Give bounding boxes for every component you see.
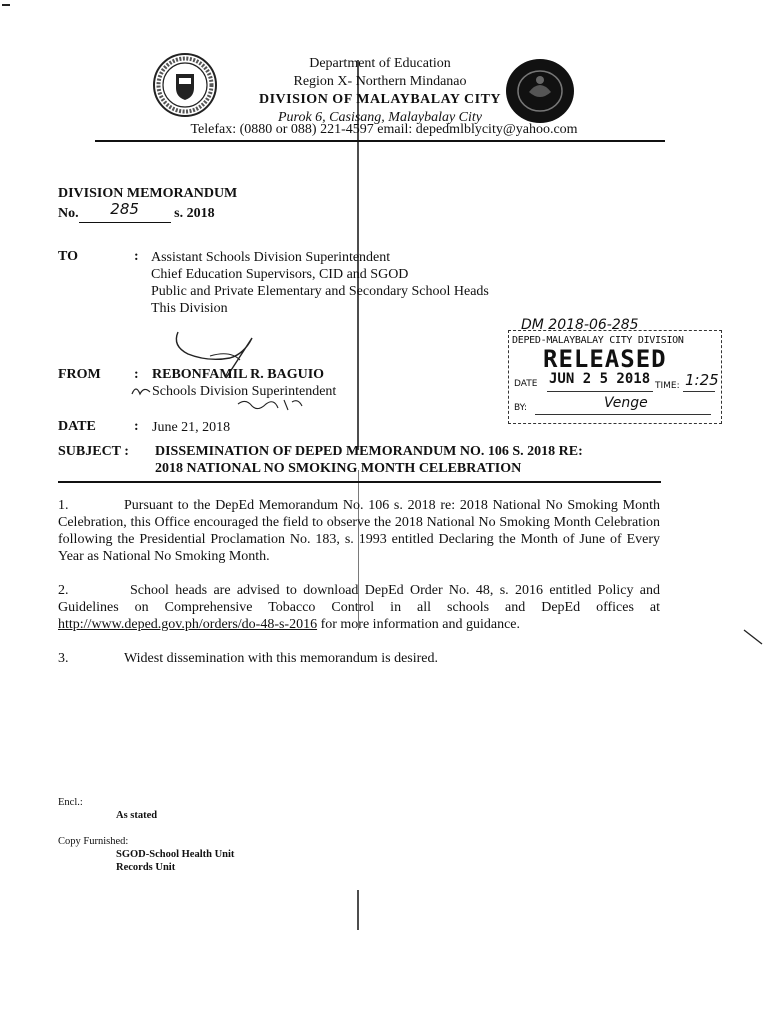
stamp-office: DEPED-MALAYBALAY CITY DIVISION [512, 335, 684, 346]
copy-furnished-item: Records Unit [116, 862, 176, 873]
stamp-date-label: DATE [514, 379, 538, 389]
to-line: Assistant Schools Division Superintendent [151, 250, 391, 265]
to-label: TO [58, 249, 78, 264]
date-label: DATE [58, 419, 96, 434]
subject-divider [58, 481, 661, 483]
stamp-by-label: BY: [514, 403, 528, 413]
initials-scribble [130, 384, 152, 398]
division-name: DIVISION OF MALAYBALAY CITY [258, 92, 502, 107]
paragraph-number: 1. [58, 498, 69, 513]
date-scribble [236, 396, 306, 412]
from-label: FROM [58, 367, 101, 382]
paragraph-number: 3. [58, 651, 69, 666]
to-line: This Division [151, 301, 228, 316]
paragraph-text-end: for more information and guidance. [317, 617, 521, 632]
paragraph-2 [58, 582, 660, 633]
region-name: Region X- Northern Mindanao [293, 74, 467, 89]
to-line: Public and Private Elementary and Secondary School Heads [151, 284, 489, 299]
subject-label: SUBJECT : [58, 444, 129, 459]
deped-order-link[interactable]: http://www.deped.gov.ph/orders/do-48-s-2016 [58, 617, 318, 632]
paragraph-text: Widest dissemination with this memorandum is desired. [124, 651, 439, 666]
stamp-by-value: Venge [604, 395, 648, 411]
copy-furnished-item: SGOD-School Health Unit [116, 849, 235, 860]
paragraph-text: School heads are advised to download DepEd Order No. 48, s. 2016 entitled Policy and Guidelines on Comprehensive Tobacco Control in all schools and DepEd offices at [58, 583, 660, 615]
scan-artifact-mark [742, 628, 766, 648]
scan-artifact-bottom [357, 890, 359, 930]
stamp-dm-reference: DM 2018-06-285 [521, 317, 639, 333]
telefax-email: Telefax: (0880 or 088) 221-4597 email: depedmlblycity@yahoo.com [190, 122, 578, 137]
released-stamp [508, 317, 722, 424]
paragraph-1 [58, 497, 660, 565]
division-address: Purok 6, Casisang, Malaybalay City [277, 110, 483, 125]
division-seal-logo [505, 58, 575, 124]
date-colon: : [134, 419, 139, 434]
copy-furnished-label: Copy Furnished: [58, 836, 129, 847]
department-name: Department of Education [309, 56, 451, 71]
paragraph-text: Pursuant to the DepEd Memorandum No. 106 s. 2018 re: 2018 National No Smoking Month Celebration, this Office encouraged the field to observe the 2018 National No Smoking Month Celebration following the Presidential Proclamation No. 183, s. 1993 entitled Declaring the Month of June of Every Year as National No Smoking Month. [58, 498, 660, 564]
paragraph-3 [58, 650, 660, 667]
memo-no-blank [79, 200, 171, 223]
paragraph-number: 2. [58, 583, 69, 598]
memo-title: DIVISION MEMORANDUM [58, 186, 238, 201]
from-name: REBONFAMIL R. BAGUIO [152, 367, 325, 382]
encl-label: Encl.: [58, 797, 83, 808]
to-recipients [151, 249, 489, 317]
subject-line-1: DISSEMINATION OF DEPED MEMORANDUM NO. 106 S. 2018 RE: [155, 444, 583, 459]
memo-number-line [58, 200, 215, 223]
header-divider [95, 140, 665, 142]
scan-artifact-dash [2, 4, 10, 6]
memo-series: s. 2018 [174, 206, 215, 221]
to-colon: : [134, 249, 139, 264]
from-colon: : [134, 367, 139, 382]
date-value: June 21, 2018 [152, 420, 231, 435]
stamp-date-value: JUN 2 5 2018 [549, 371, 651, 387]
memo-no-handwritten: 285 [110, 200, 139, 218]
encl-value: As stated [116, 810, 158, 821]
from-title: Schools Division Superintendent [152, 384, 337, 399]
memo-no-label: No. [58, 206, 79, 221]
stamp-time-underline [683, 391, 715, 392]
stamp-time-value: 1:25 [685, 371, 719, 389]
subject-line-2: 2018 NATIONAL NO SMOKING MONTH CELEBRATION [155, 461, 522, 476]
to-line: Chief Education Supervisors, CID and SGOD [151, 267, 409, 282]
stamp-time-label: TIME: [655, 381, 680, 391]
stamp-by-underline [535, 414, 711, 415]
stamp-date-underline [547, 391, 653, 392]
stamp-status: RELEASED [543, 345, 667, 373]
